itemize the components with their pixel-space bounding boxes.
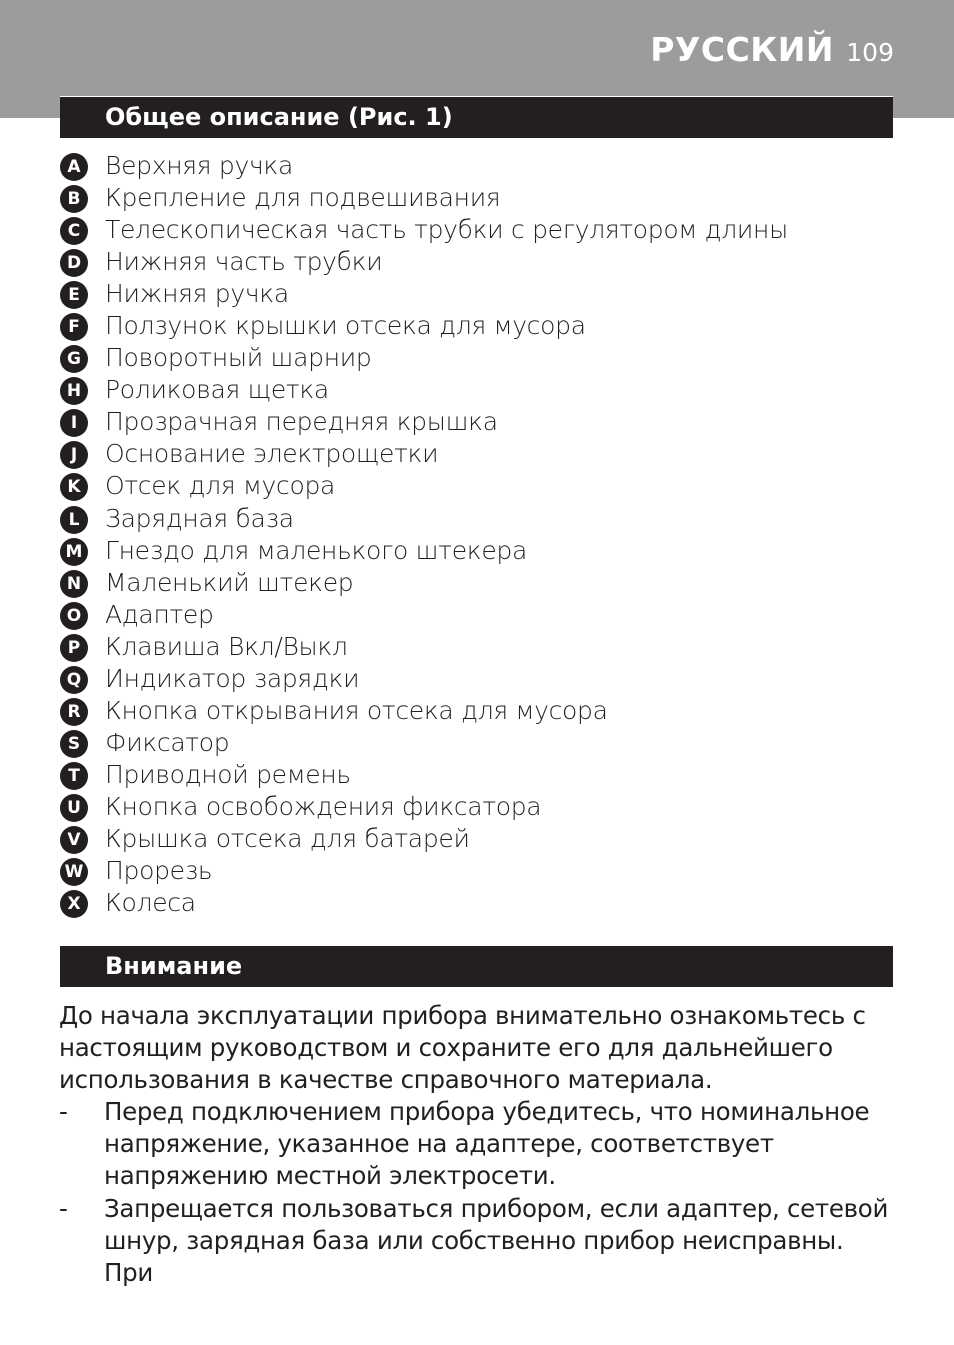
section-title: Общее описание (Рис. 1) (105, 103, 453, 131)
list-item (60, 791, 920, 823)
section-title: Внимание (105, 952, 243, 980)
letter-badge-icon: T (60, 762, 88, 790)
letter-badge-icon: N (60, 570, 88, 598)
part-label: Прорезь (105, 856, 213, 886)
list-item (60, 567, 920, 599)
part-label: Приводной ремень (105, 759, 351, 789)
part-label: Основание электрощетки (105, 439, 439, 469)
list-item (60, 278, 920, 310)
letter-badge-icon: S (60, 730, 88, 758)
part-label: Верхняя ручка (105, 151, 293, 180)
part-label: Отсек для мусора (105, 471, 336, 501)
list-item (60, 310, 920, 342)
part-label: Гнездо для маленького штекера (105, 535, 528, 565)
section-header-warning (60, 946, 893, 987)
letter-badge-icon: H (60, 377, 88, 405)
list-item (60, 438, 920, 470)
list-item (60, 855, 920, 887)
part-label: Нижняя часть трубки (105, 247, 383, 277)
part-label: Кнопка открывания отсека для мусора (105, 695, 608, 725)
part-label: Маленький штекер (105, 567, 354, 597)
part-label: Роликовая щетка (105, 375, 329, 405)
list-item (60, 535, 920, 567)
letter-badge-icon: C (60, 217, 88, 245)
letter-badge-icon: M (60, 538, 88, 566)
letter-badge-icon: X (60, 890, 88, 918)
bullet-text: Перед подключением прибора убедитесь, что номинальное напряжение, указанное на адаптере, соответствует напряжению местной электросети. (104, 1097, 870, 1190)
letter-badge-icon: K (60, 473, 88, 501)
list-item (60, 599, 920, 631)
part-label: Клавиша Вкл/Выкл (105, 631, 348, 661)
part-label: Телескопическая часть трубки с регулятором длины (105, 215, 788, 245)
list-item (60, 342, 920, 374)
letter-badge-icon: E (60, 281, 88, 309)
bullet-dash: - (59, 1194, 68, 1223)
letter-badge-icon: Q (60, 666, 88, 694)
letter-badge-icon: L (60, 506, 88, 534)
letter-badge-icon: A (60, 153, 88, 181)
part-label: Ползунок крышки отсека для мусора (105, 311, 586, 341)
part-label: Зарядная база (105, 503, 294, 533)
part-label: Нижняя ручка (105, 279, 289, 309)
part-label: Прозрачная передняя крышка (105, 407, 498, 437)
list-item (60, 246, 920, 278)
list-item (60, 214, 920, 246)
letter-badge-icon: G (60, 345, 88, 373)
part-label: Колеса (105, 888, 196, 918)
part-label: Адаптер (105, 599, 214, 629)
letter-badge-icon: B (60, 185, 88, 213)
bullet-text: Запрещается пользоваться прибором, если адаптер, сетевой шнур, зарядная база или собственно прибор неисправны. При (104, 1194, 889, 1287)
list-item (60, 406, 920, 438)
list-item (60, 631, 920, 663)
part-label: Индикатор зарядки (105, 663, 360, 693)
list-item (60, 663, 920, 695)
list-item (60, 727, 920, 759)
page-number: 109 (846, 38, 894, 67)
part-label: Поворотный шарнир (105, 343, 372, 373)
letter-badge-icon: D (60, 249, 88, 277)
part-label: Кнопка освобождения фиксатора (105, 791, 542, 821)
part-label: Крышка отсека для батарей (105, 823, 470, 853)
letter-badge-icon: P (60, 634, 88, 662)
intro-paragraph: До начала эксплуатации прибора внимательно ознакомьтесь с настоящим руководством и сохраните его для дальнейшего использования в качестве справочного материала. (59, 1001, 866, 1094)
parts-list (60, 150, 920, 919)
list-item (60, 887, 920, 919)
bullet-dash: - (59, 1097, 68, 1126)
section-header-general-description (60, 96, 893, 138)
letter-badge-icon: R (60, 698, 88, 726)
letter-badge-icon: I (60, 409, 88, 437)
list-item (60, 470, 920, 502)
list-item (60, 182, 920, 214)
list-item (60, 150, 920, 182)
letter-badge-icon: O (60, 602, 88, 630)
part-label: Фиксатор (105, 727, 230, 757)
list-item (60, 374, 920, 406)
list-item (60, 759, 920, 791)
letter-badge-icon: W (60, 858, 88, 886)
list-item (60, 695, 920, 727)
list-item (60, 823, 920, 855)
letter-badge-icon: U (60, 794, 88, 822)
list-item (60, 503, 920, 535)
part-label: Крепление для подвешивания (105, 183, 501, 213)
letter-badge-icon: V (60, 826, 88, 854)
language-title: РУССКИЙ (650, 30, 834, 69)
letter-badge-icon: J (60, 441, 88, 469)
letter-badge-icon: F (60, 313, 88, 341)
